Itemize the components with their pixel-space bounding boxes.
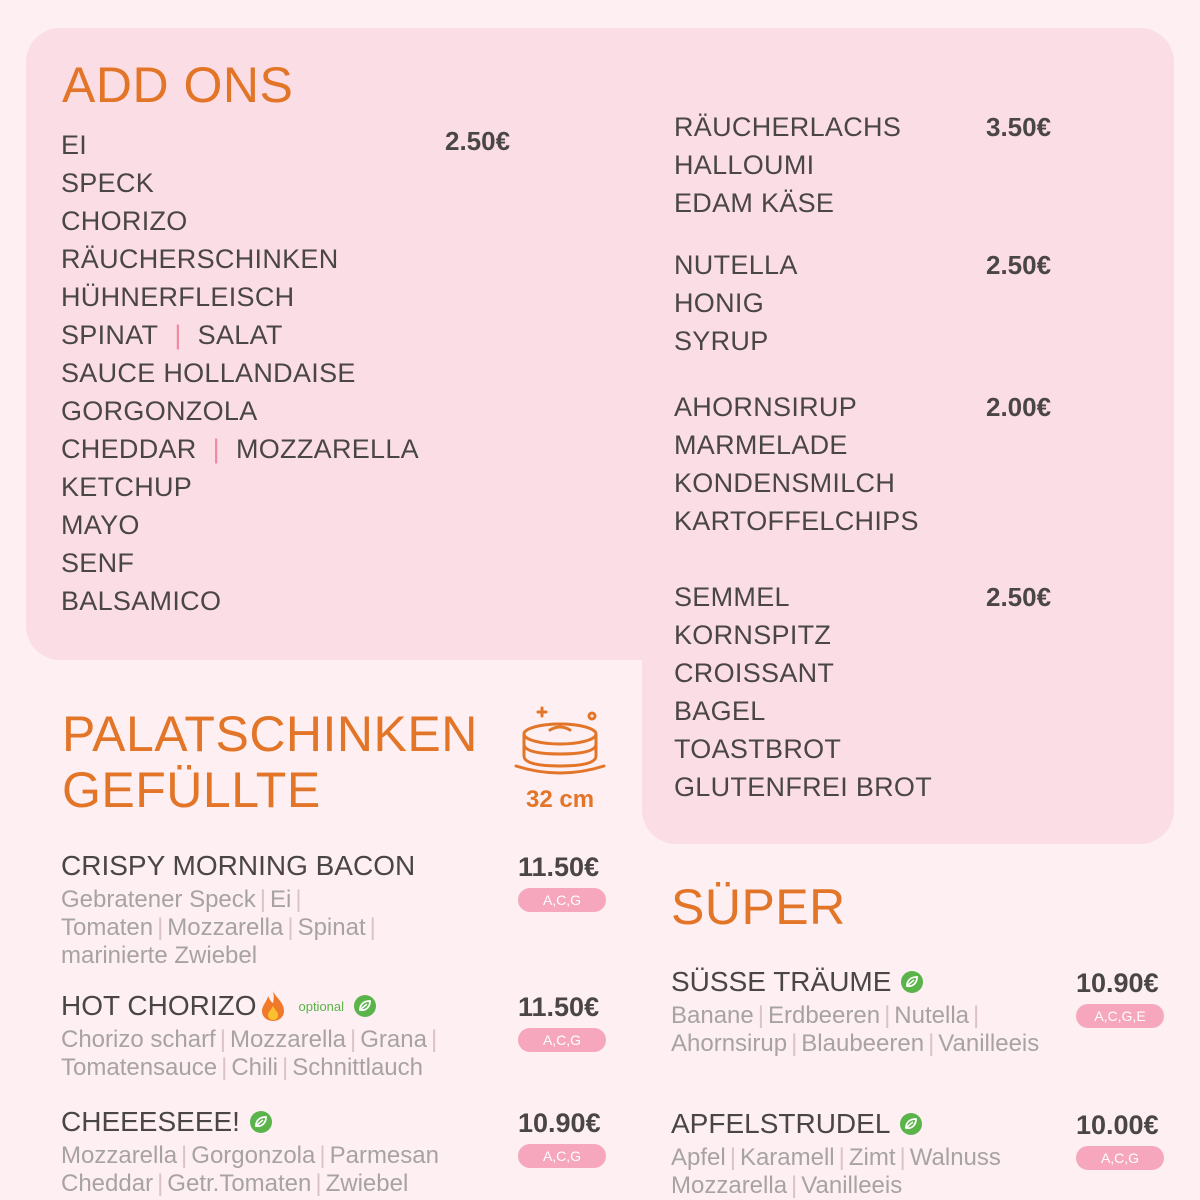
addon-item: HALLOUMI <box>674 150 815 180</box>
ingredient: Grana <box>360 1026 427 1053</box>
description-line <box>61 914 380 942</box>
addons-title: ADD ONS <box>62 57 294 113</box>
description-line <box>61 886 380 914</box>
vegan-leaf-icon <box>900 1113 922 1135</box>
dish-description <box>61 1142 439 1198</box>
dish-price: 10.00€ <box>1076 1110 1159 1140</box>
addon-group-price: 2.50€ <box>986 582 1052 612</box>
addon-item: AHORNSIRUP <box>674 392 858 422</box>
pancake-stack-icon <box>510 700 610 790</box>
addon-item <box>61 130 87 161</box>
addon-item <box>61 396 258 427</box>
addon-item: BAGEL <box>674 696 766 726</box>
dish-name: SÜSSE TRÄUME <box>671 966 892 997</box>
separator: | <box>899 1144 906 1171</box>
vegan-leaf-icon <box>354 995 376 1017</box>
allergen-badge: A,C,G <box>518 888 606 912</box>
allergen-badge: A,C,G <box>518 1144 606 1168</box>
ingredient: Chili <box>231 1054 279 1081</box>
ingredient: Gorgonzola <box>191 1142 316 1169</box>
separator: | <box>282 1054 289 1081</box>
addon-item: SYRUP <box>674 326 769 356</box>
addon-group-price: 2.50€ <box>986 250 1052 280</box>
optional-label: optional <box>298 998 345 1014</box>
addon-item-label: SAUCE HOLLANDAISE <box>61 358 356 388</box>
dish-description <box>61 886 380 970</box>
separator: | <box>729 1144 736 1171</box>
separator: | <box>430 1026 438 1053</box>
ingredient: Blaubeeren <box>801 1030 925 1057</box>
addon-item <box>61 472 192 503</box>
description-line <box>61 1170 439 1198</box>
separator: | <box>350 1026 357 1053</box>
flame-icon <box>260 990 286 1022</box>
addon-item: KONDENSMILCH <box>674 468 896 498</box>
description-line <box>61 1142 439 1170</box>
addon-item: HONIG <box>674 288 765 318</box>
dish-title <box>61 1106 272 1138</box>
separator: | <box>884 1002 891 1029</box>
separator: | <box>319 1142 326 1169</box>
addon-group-price: 3.50€ <box>986 112 1052 142</box>
dish-name: CRISPY MORNING BACON <box>61 850 416 881</box>
separator: | <box>791 1172 798 1199</box>
ingredient: Chorizo scharf <box>61 1026 216 1053</box>
separator: | <box>928 1030 935 1057</box>
separator: | <box>174 320 182 350</box>
ingredient: Schnittlauch <box>292 1054 423 1081</box>
addon-item <box>61 282 294 313</box>
addon-item <box>61 586 221 617</box>
addons-col1-price: 2.50€ <box>445 126 511 156</box>
addon-item <box>61 510 140 541</box>
dish-price: 11.50€ <box>518 992 600 1022</box>
dish-title <box>671 1108 922 1140</box>
dish-description <box>61 1026 441 1082</box>
addon-item-label: SPINAT <box>61 320 159 350</box>
description-line <box>61 942 380 970</box>
separator: | <box>757 1002 764 1029</box>
ingredient: Gebratener Speck <box>61 886 256 913</box>
addon-item: CROISSANT <box>674 658 835 688</box>
addon-item: GLUTENFREI BROT <box>674 772 933 802</box>
ingredient: Karamell <box>739 1144 835 1171</box>
dish-price: 10.90€ <box>1076 968 1159 998</box>
dish-description <box>671 1144 1001 1200</box>
separator: | <box>369 914 376 941</box>
palatschinken-title-line1: PALATSCHINKEN <box>62 706 478 762</box>
ingredient: Vanilleeis <box>801 1172 903 1199</box>
addon-item <box>61 320 283 351</box>
ingredient: Ei <box>270 886 292 913</box>
separator: | <box>157 914 164 941</box>
addon-item-label: BALSAMICO <box>61 586 222 616</box>
addon-item: TOASTBROT <box>674 734 842 764</box>
addon-item: KARTOFFELCHIPS <box>674 506 919 536</box>
ingredient: Banane <box>671 1002 754 1029</box>
ingredient: Nutella <box>894 1002 970 1029</box>
ingredient: Vanilleeis <box>938 1030 1040 1057</box>
dish-price: 11.50€ <box>518 852 600 882</box>
addon-item <box>61 244 339 275</box>
addon-item <box>61 548 134 579</box>
description-line <box>671 1002 1039 1030</box>
addon-item-label: KETCHUP <box>61 472 193 502</box>
separator: | <box>295 886 302 913</box>
addon-item: KORNSPITZ <box>674 620 832 650</box>
description-line <box>61 1026 441 1054</box>
addon-item-label: SPECK <box>61 168 155 198</box>
palatschinken-title-line2: GEFÜLLTE <box>62 762 321 818</box>
addon-item-label: MOZZARELLA <box>235 434 419 464</box>
separator: | <box>157 1170 164 1197</box>
ingredient: Apfel <box>671 1144 726 1171</box>
ingredient: Getr.Tomaten <box>167 1170 312 1197</box>
addon-item: NUTELLA <box>674 250 798 280</box>
dish-description <box>671 1002 1039 1058</box>
addon-item-label: SENF <box>61 548 135 578</box>
ingredient: Mozzarella <box>167 914 284 941</box>
ingredient: Mozzarella <box>671 1172 788 1199</box>
palatschinken-title <box>62 706 478 818</box>
separator: | <box>212 434 220 464</box>
addon-item <box>61 434 419 465</box>
addon-item-label: MAYO <box>61 510 140 540</box>
dish-title <box>61 990 376 1022</box>
separator: | <box>259 886 267 913</box>
ingredient: Mozzarella <box>61 1142 178 1169</box>
addon-group-price: 2.00€ <box>986 392 1052 422</box>
separator: | <box>315 1170 322 1197</box>
description-line <box>671 1172 1001 1200</box>
ingredient: Ahornsirup <box>671 1030 788 1057</box>
addon-item-label: SALAT <box>197 320 283 350</box>
addon-item-label: CHORIZO <box>61 206 188 236</box>
addon-item-label: RÄUCHERSCHINKEN <box>61 244 339 274</box>
allergen-badge: A,C,G <box>1076 1146 1164 1170</box>
allergen-badge: A,C,G <box>518 1028 606 1052</box>
ingredient: Mozzarella <box>229 1026 347 1053</box>
ingredient: Zwiebel <box>325 1170 409 1197</box>
pancake-size-label: 32 cm <box>526 786 595 813</box>
description-line <box>61 1054 441 1082</box>
ingredient: Erdbeeren <box>767 1002 881 1029</box>
ingredient: Walnuss <box>909 1144 1001 1171</box>
addon-item: MARMELADE <box>674 430 848 460</box>
dish-title <box>671 966 923 998</box>
ingredient: Tomatensauce <box>61 1054 218 1081</box>
description-line <box>671 1144 1001 1172</box>
ingredient: Zimt <box>848 1144 896 1171</box>
ingredient: Spinat <box>297 914 366 941</box>
dish-name: HOT CHORIZO <box>61 990 257 1021</box>
dish-name: APFELSTRUDEL <box>671 1108 891 1139</box>
addon-item-label: CHEDDAR <box>61 434 197 464</box>
separator: | <box>219 1026 226 1053</box>
vegan-leaf-icon <box>250 1111 272 1133</box>
dish-price: 10.90€ <box>518 1108 601 1138</box>
ingredient: Parmesan <box>329 1142 439 1169</box>
addon-item-label: GORGONZOLA <box>61 396 258 426</box>
description-line <box>671 1030 1039 1058</box>
super-title: SÜPER <box>671 879 846 935</box>
allergen-badge: A,C,G,E <box>1076 1004 1164 1028</box>
ingredient: Cheddar <box>61 1170 154 1197</box>
addon-item-label: HÜHNERFLEISCH <box>61 282 295 312</box>
ingredient: marinierte Zwiebel <box>61 942 258 969</box>
separator: | <box>181 1142 188 1169</box>
ingredient: Tomaten <box>61 914 154 941</box>
separator: | <box>838 1144 845 1171</box>
addon-item <box>61 358 356 389</box>
addon-item-label: EI <box>61 130 88 160</box>
dish-title <box>61 850 415 882</box>
separator: | <box>287 914 294 941</box>
dish-name: CHEEESEEE! <box>61 1106 240 1137</box>
separator: | <box>973 1002 980 1029</box>
addon-item: EDAM KÄSE <box>674 188 835 218</box>
addon-item: RÄUCHERLACHS <box>674 112 902 142</box>
separator: | <box>791 1030 798 1057</box>
addon-item <box>61 206 188 237</box>
separator: | <box>221 1054 228 1081</box>
addon-item <box>61 168 154 199</box>
vegan-leaf-icon <box>901 971 923 993</box>
addon-item: SEMMEL <box>674 582 790 612</box>
